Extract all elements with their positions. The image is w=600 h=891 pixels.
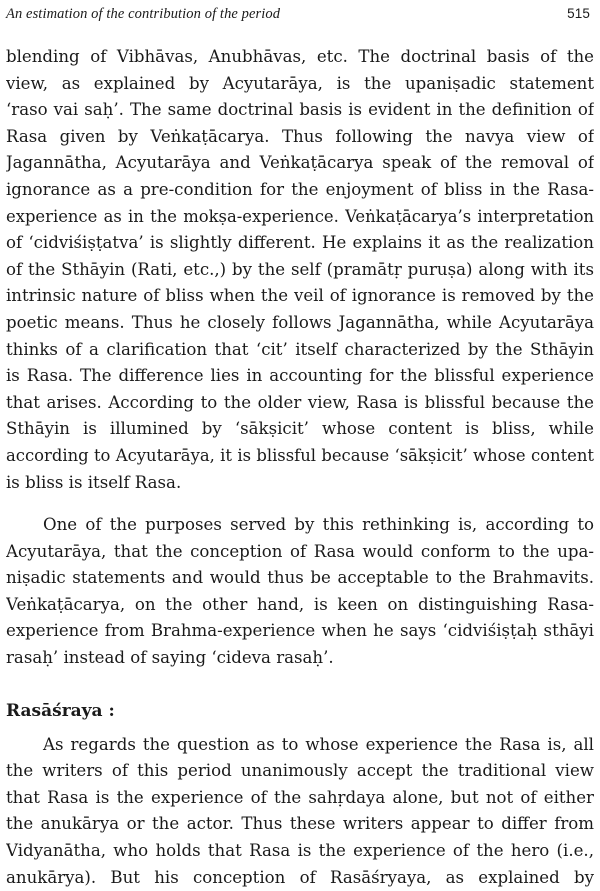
text-line: is bliss is itself Rasa. <box>6 472 182 492</box>
text-line: experience as in the mokṣa-experience. Veṅkaṭācarya’s interpretation <box>6 206 594 226</box>
text-line: of ‘cidviśiṣṭatva’ is slightly different. He explains it as the realization <box>6 233 594 253</box>
text-line: anukārya). But his conception of Rasāśryaya, as explained by <box>6 867 594 887</box>
text-line: that Rasa is the experience of the sahṛdaya alone, but not of either <box>6 787 594 807</box>
text-line: that arises. According to the older view, Rasa is blissful because the <box>6 392 594 412</box>
text-line: As regards the question as to whose experience the Rasa is, all <box>43 734 594 754</box>
text-line: rasaḥ’ instead of saying ‘cideva rasaḥ’. <box>6 648 334 668</box>
text-line: the anukārya or the actor. Thus these writers appear to differ from <box>6 814 594 834</box>
text-line: blending of Vibhāvas, Anubhāvas, etc. The doctrinal basis of the <box>6 47 594 66</box>
text-line: is Rasa. The difference lies in accounting for the blissful experience <box>6 366 594 386</box>
text-line: Vidyanātha, who holds that Rasa is the experience of the hero (i.e., <box>6 841 594 861</box>
text-line: according to Acyutarāya, it is blissful because ‘sākṣicit’ whose content <box>6 445 594 465</box>
text-line: view, as explained by Acyutarāya, is the upaniṣadic statement <box>6 73 594 93</box>
text-line: of the Sthāyin (Rati, etc.,) by the self (pramātṛ puruṣa) along with its <box>6 259 594 279</box>
text-line: the writers of this period unanimously accept the traditional view <box>6 761 594 781</box>
text-line: ignorance as a pre-condition for the enjoyment of bliss in the Rasa- <box>6 179 594 199</box>
text-line: Rasa given by Veṅkaṭācarya. Thus following the navya view of <box>6 126 594 146</box>
paragraph-gap <box>6 672 594 688</box>
text-line: niṣadic statements and would thus be acceptable to the Brahmavits. <box>6 568 594 588</box>
text-line: Acyutarāya, that the conception of Rasa would conform to the upa- <box>6 541 594 561</box>
page-number: 515 <box>567 6 590 21</box>
paragraph-2 <box>6 512 594 672</box>
text-line: Jagannātha, Acyutarāya and Veṅkaṭācarya speak of the removal of <box>6 153 594 173</box>
text-line: experience from Brahma-experience when he says ‘cidviśiṣṭaḥ sthāyi <box>6 621 594 641</box>
body-text <box>6 44 594 891</box>
paragraph-1 <box>6 44 594 496</box>
text-line: ‘raso vai saḥ’. The same doctrinal basis is evident in the definition of <box>6 100 594 120</box>
text-line: thinks of a clarification that ‘cit’ itself characterized by the Sthāyin <box>6 339 594 359</box>
paragraph-3 <box>6 732 594 891</box>
section-heading: Rasāśraya : <box>6 700 115 721</box>
chapter-title: An estimation of the contribution of the period <box>6 6 281 22</box>
text-line: Sthāyin is illumined by ‘sākṣicit’ whose content is bliss, while <box>6 419 594 439</box>
text-line: Veṅkaṭācarya, on the other hand, is keen on distinguishing Rasa- <box>6 594 594 614</box>
text-line: intrinsic nature of bliss when the veil of ignorance is removed by the <box>6 286 594 306</box>
paragraph-gap <box>6 496 594 512</box>
text-line: poetic means. Thus he closely follows Jagannātha, while Acyutarāya <box>6 312 594 332</box>
running-header <box>6 6 590 28</box>
text-line: One of the purposes served by this rethinking is, according to <box>43 515 594 535</box>
